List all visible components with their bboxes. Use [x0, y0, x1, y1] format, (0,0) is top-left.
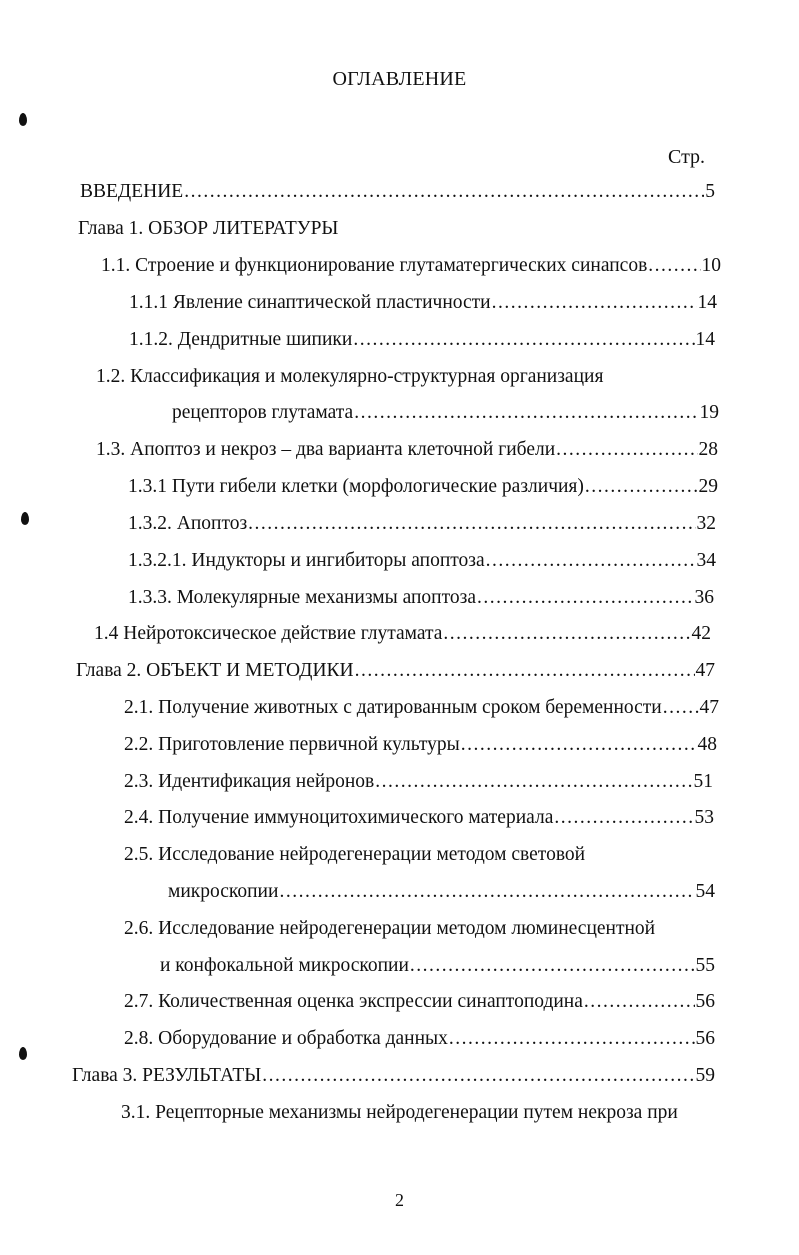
toc-entry-label: 1.3. Апоптоз и некроз – два варианта клеточной гибели	[96, 439, 556, 460]
toc-entry-label: 1.3.1 Пути гибели клетки (морфологические различия)	[128, 476, 584, 497]
leader-dots	[648, 254, 700, 278]
leader-dots	[492, 291, 697, 315]
toc-entry-label: Глава 3. РЕЗУЛЬТАТЫ	[72, 1065, 262, 1086]
toc-entry-label: 1.4 Нейротоксическое действие глутамата	[94, 623, 443, 644]
toc-entry-page: 32	[696, 513, 716, 534]
toc-chapter-2-heading[interactable]	[76, 659, 715, 683]
toc-entry-label: 2.2. Приготовление первичной культуры	[124, 734, 460, 755]
toc-entry-label: 2.8. Оборудование и обработка данных	[124, 1028, 448, 1049]
toc-entry[interactable]	[128, 586, 714, 610]
toc-entry-page: 54	[695, 881, 715, 902]
leader-dots	[449, 1027, 695, 1051]
toc-entry-label: рецепторов глутамата	[172, 402, 354, 423]
toc-entry-page: 55	[695, 955, 715, 976]
leader-dots	[354, 401, 698, 425]
leader-dots	[486, 549, 696, 573]
toc-entry-label: Глава 2. ОБЪЕКТ И МЕТОДИКИ	[76, 660, 354, 681]
leader-dots	[585, 475, 698, 499]
leader-dots	[443, 622, 690, 646]
toc-entry[interactable]: 3.1. Рецепторные механизмы нейродегенерации путем некроза при	[121, 1102, 678, 1123]
toc-entry[interactable]	[128, 512, 716, 536]
toc-entry-page: 29	[698, 476, 718, 497]
margin-marker	[21, 512, 29, 525]
toc-entry[interactable]	[168, 880, 715, 904]
toc-entry[interactable]	[129, 328, 715, 352]
toc-entry-label: 2.4. Получение иммуноцитохимического материала	[124, 807, 554, 828]
toc-entry[interactable]	[124, 990, 715, 1014]
margin-marker	[19, 1047, 27, 1060]
toc-entry[interactable]	[124, 1027, 715, 1051]
leader-dots	[353, 328, 694, 352]
margin-marker	[19, 113, 27, 126]
page-column-label: Стр.	[668, 146, 706, 168]
toc-entry-page: 5	[705, 181, 715, 202]
toc-entry-page: 36	[694, 587, 714, 608]
toc-entry[interactable]: 2.6. Исследование нейродегенерации методом люминесцентной	[124, 918, 656, 939]
leader-dots	[410, 954, 695, 978]
toc-entry[interactable]	[124, 770, 713, 794]
toc-entry[interactable]	[94, 622, 711, 646]
toc-entry-label: 2.3. Идентификация нейронов	[124, 771, 375, 792]
toc-entry[interactable]: 1.2. Классификация и молекулярно-структурная организация	[96, 366, 604, 387]
leader-dots	[461, 733, 697, 757]
toc-entry-page: 47	[699, 697, 719, 718]
toc-entry-page: 28	[698, 439, 718, 460]
toc-entry-page: 56	[695, 1028, 715, 1049]
toc-entry-page: 14	[695, 329, 715, 350]
leader-dots	[663, 696, 699, 720]
toc-entry-page: 47	[695, 660, 715, 681]
toc-entry[interactable]	[124, 733, 717, 757]
toc-entry[interactable]	[129, 291, 717, 315]
toc-entry-label: 1.3.2. Апоптоз	[128, 513, 248, 534]
toc-entry-label: 1.3.3. Молекулярные механизмы апоптоза	[128, 587, 476, 608]
toc-entry[interactable]	[160, 954, 715, 978]
toc-entry-page: 42	[691, 623, 711, 644]
toc-entry[interactable]	[101, 254, 721, 278]
toc-entry[interactable]	[96, 438, 718, 462]
toc-entry-page: 56	[695, 991, 715, 1012]
leader-dots	[279, 880, 694, 904]
toc-entry-label: 1.1.1 Явление синаптической пластичности	[129, 292, 491, 313]
toc-entry-label: 1.3.2.1. Индукторы и ингибиторы апоптоза	[128, 550, 485, 571]
toc-entry-page: 19	[699, 402, 719, 423]
page-title: ОГЛАВЛЕНИЕ	[332, 68, 467, 90]
toc-entry-page: 10	[701, 255, 721, 276]
leader-dots	[375, 770, 692, 794]
page-number: 2	[395, 1190, 404, 1210]
toc-entry-page: 51	[693, 771, 713, 792]
toc-entry-label: 1.1.2. Дендритные шипики	[129, 329, 353, 350]
toc-entry-page: 59	[695, 1065, 715, 1086]
leader-dots	[262, 1064, 694, 1088]
toc-entry[interactable]	[124, 696, 719, 720]
toc-entry-introduction[interactable]	[80, 180, 715, 204]
toc-entry-page: 14	[697, 292, 717, 313]
toc-entry[interactable]	[124, 806, 714, 830]
toc-entry[interactable]	[172, 401, 719, 425]
toc-entry-label: ВВЕДЕНИЕ	[80, 181, 184, 202]
toc-entry-label: 2.7. Количественная оценка экспрессии синаптоподина	[124, 991, 583, 1012]
toc-entry-label: 2.1. Получение животных с датированным сроком беременности	[124, 697, 662, 718]
toc-entry-label: и конфокальной микроскопии	[160, 955, 409, 976]
toc-chapter-3-heading[interactable]	[72, 1064, 715, 1088]
leader-dots	[477, 586, 694, 610]
leader-dots	[556, 438, 697, 462]
leader-dots	[554, 806, 693, 830]
toc-entry-label: микроскопии	[168, 881, 279, 902]
toc-entry[interactable]	[128, 475, 718, 499]
toc-entry-page: 53	[694, 807, 714, 828]
toc-chapter-1-heading[interactable]: Глава 1. ОБЗОР ЛИТЕРАТУРЫ	[78, 218, 339, 239]
toc-entry[interactable]	[128, 549, 716, 573]
leader-dots	[584, 990, 695, 1014]
toc-entry[interactable]: 2.5. Исследование нейродегенерации методом световой	[124, 844, 586, 865]
leader-dots	[184, 180, 704, 204]
toc-entry-page: 34	[696, 550, 716, 571]
toc-entry-label: 1.1. Строение и функционирование глутаматергических синапсов	[101, 255, 648, 276]
leader-dots	[355, 659, 695, 683]
leader-dots	[248, 512, 695, 536]
toc-entry-page: 48	[697, 734, 717, 755]
